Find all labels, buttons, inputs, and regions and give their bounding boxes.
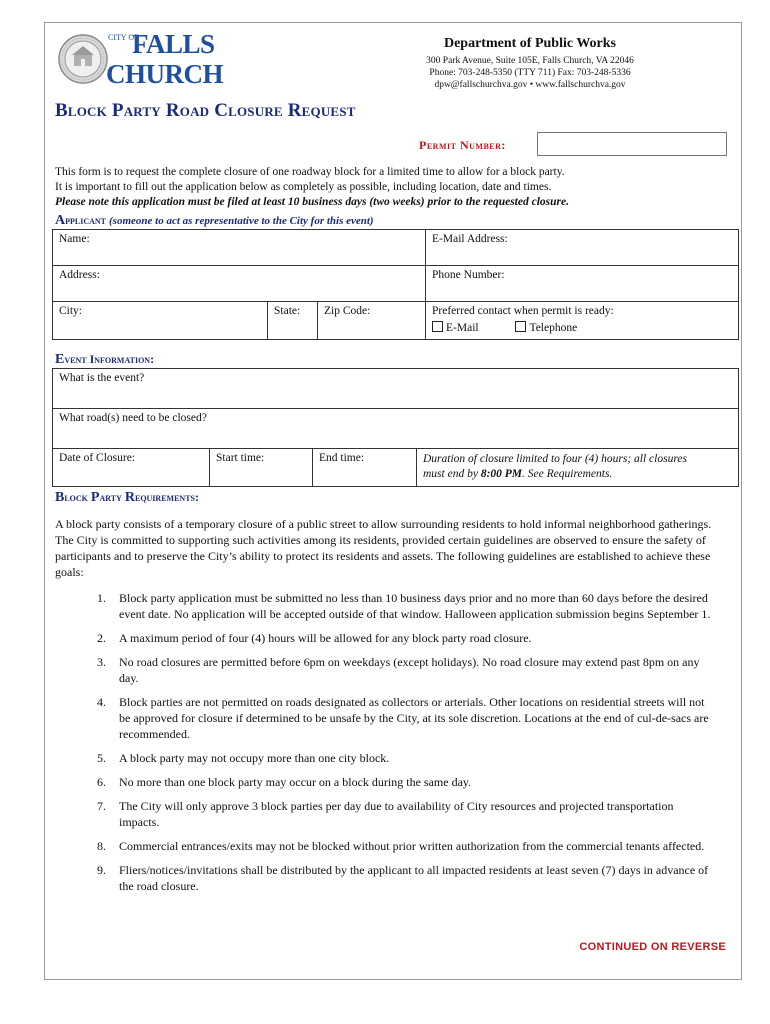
list-item: 3. No road closures are permitted before 6pm on weekdays (except holidays). No road closure may extend past 8pm on any day. bbox=[97, 655, 700, 685]
intro-line-3: Please note this application must be filed at least 10 business days (two weeks) prior to the requested closure. bbox=[55, 196, 569, 208]
applicant-heading: Applicant (someone to act as representative to the City for this event) bbox=[55, 213, 374, 228]
email-checkbox[interactable] bbox=[432, 321, 443, 332]
address-field[interactable]: Address: bbox=[53, 266, 426, 302]
intro-line-1: This form is to request the complete closure of one roadway block for a limited time to allow for a block party. bbox=[55, 166, 565, 178]
department-phone: Phone: 703-248-5350 (TTY 711) Fax: 703-248-5336 bbox=[429, 68, 631, 78]
requirements-paragraph: A block party consists of a temporary closure of a public street to allow surrounding residents to hold informal neighborhood gatherings. The City is committed to supporting such activities among its residents, provided certain guidelines are observed to ensure the safety of participants and to preserve the City’s ability to protect its residents and assets. The following guidelines are established to achieve these goals: bbox=[55, 517, 712, 579]
city-seal-logo bbox=[58, 34, 108, 84]
list-item: 2. A maximum period of four (4) hours will be allowed for any block party road closure. bbox=[97, 631, 532, 645]
logo-church: CHURCH bbox=[106, 59, 223, 89]
email-option-label: E-Mail bbox=[446, 322, 479, 334]
requirements-list bbox=[55, 590, 715, 902]
falls-church-wordmark bbox=[106, 30, 226, 92]
date-field[interactable]: Date of Closure: bbox=[53, 449, 210, 487]
applicant-table bbox=[52, 229, 739, 340]
list-item: 4. Block parties are not permitted on roads designated as collectors or arterials. Other locations on residential streets will not be approved for closure if determined to be unsafe by the City, at its sole discretion. Locations at the end of cul-de-sacs are recommended. bbox=[97, 695, 709, 741]
preferred-contact-label: Preferred contact when permit is ready: bbox=[432, 305, 614, 317]
end-time-field[interactable]: End time: bbox=[313, 449, 417, 487]
roads-field[interactable]: What road(s) need to be closed? bbox=[53, 409, 739, 449]
department-address: 300 Park Avenue, Suite 105E, Falls Church, VA 22046 bbox=[426, 56, 634, 66]
list-item: 5. A block party may not occupy more than one city block. bbox=[97, 751, 390, 765]
state-field[interactable]: State: bbox=[268, 302, 318, 340]
department-name: Department of Public Works bbox=[443, 36, 616, 51]
intro-line-2: It is important to fill out the application below as completely as possible, including location, date and times. bbox=[55, 181, 552, 193]
preferred-contact bbox=[426, 302, 739, 340]
permit-number-field[interactable] bbox=[537, 132, 727, 156]
zip-field[interactable]: Zip Code: bbox=[318, 302, 426, 340]
email-field[interactable]: E-Mail Address: bbox=[426, 230, 739, 266]
permit-number-label: Permit Number: bbox=[419, 138, 506, 152]
list-item: 9. Fliers/notices/invitations shall be distributed by the applicant to all impacted residents at least seven (7) days in advance of the road closure. bbox=[97, 863, 709, 893]
list-item: 7. The City will only approve 3 block parties per day due to availability of City resources and projected transportation impacts. bbox=[97, 799, 674, 829]
event-field[interactable]: What is the event? bbox=[53, 369, 739, 409]
requirements-heading: Block Party Requirements: bbox=[55, 490, 199, 505]
telephone-option-label: Telephone bbox=[529, 322, 578, 334]
list-item: 8. Commercial entrances/exits may not be blocked without prior written authorization from the commercial tenants affected. bbox=[97, 839, 705, 853]
phone-field[interactable]: Phone Number: bbox=[426, 266, 739, 302]
duration-note: Duration of closure limited to four (4) hours; all closures must end by 8:00 PM. See Requirements. bbox=[417, 449, 739, 487]
logo-falls: FALLS bbox=[132, 29, 215, 59]
department-contact: dpw@fallschurchva.gov • www.fallschurchva.gov bbox=[434, 80, 626, 90]
start-time-field[interactable]: Start time: bbox=[210, 449, 313, 487]
event-table bbox=[52, 368, 739, 487]
event-heading: Event Information: bbox=[55, 352, 155, 367]
continued-on-reverse: CONTINUED ON REVERSE bbox=[579, 941, 726, 953]
logo-city-of: CITY OF bbox=[108, 33, 139, 42]
list-item: 1. Block party application must be submitted no less than 10 business days prior and no more than 60 days before the desired event date. No application will be accepted outside of that window. Halloween application submission begins September 1. bbox=[97, 591, 711, 621]
city-field[interactable]: City: bbox=[53, 302, 268, 340]
list-item: 6. No more than one block party may occur on a block during the same day. bbox=[97, 775, 472, 789]
applicant-note: (someone to act as representative to the City for this event) bbox=[109, 215, 374, 227]
telephone-checkbox[interactable] bbox=[515, 321, 526, 332]
page-title: Block Party Road Closure Request bbox=[55, 100, 356, 121]
name-field[interactable]: Name: bbox=[53, 230, 426, 266]
